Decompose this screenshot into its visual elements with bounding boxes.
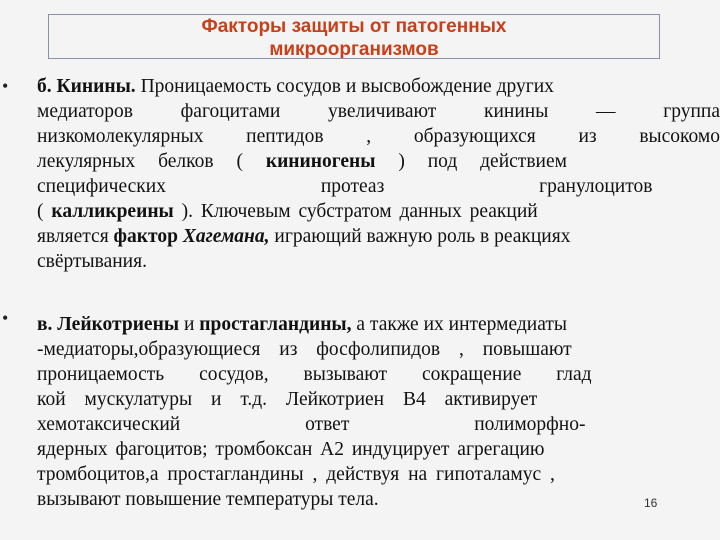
text-line: свёртывания. xyxy=(37,251,147,272)
section-heading: б. Кинины. xyxy=(37,76,136,97)
page-number: 16 xyxy=(644,496,658,510)
section-v-leukotrienes xyxy=(37,312,720,512)
text-line: является фактор Хагемана, играющий важную роль в реакциях xyxy=(37,226,571,247)
text-line: хемотаксический ответ полиморфно- xyxy=(37,414,586,435)
text-line: ( калликреины ). Ключевым субстратом данных реакций xyxy=(37,201,538,222)
text-line: низкомолекулярных пептидов , образующихся из высокомо xyxy=(37,126,720,147)
text-line: медиаторов фагоцитами увеличивают кинины — группа xyxy=(37,101,720,122)
bullet-marker: • xyxy=(2,76,9,96)
slide-title-box xyxy=(48,14,660,59)
text-line: тромбоцитов,а простагландины , действуя на гипоталамус , xyxy=(37,464,555,485)
slide-title-line-1: Факторы защиты от патогенных xyxy=(201,16,507,37)
section-b-kinins xyxy=(37,74,720,274)
text-line: б. Кинины. Проницаемость сосудов и высвобождение других xyxy=(37,76,554,97)
text-line: специфических протеаз гранулоцитов xyxy=(37,176,653,197)
term-kallikreins: калликреины xyxy=(51,201,174,222)
text-line: в. Лейкотриены и простагландины, а также их интермедиаты xyxy=(37,314,568,335)
slide-title-line-2: микроорганизмов xyxy=(269,39,439,59)
text-line: вызывают повышение температуры тела. xyxy=(37,489,379,510)
bullet-marker: • xyxy=(2,308,9,328)
section-heading: в. Лейкотриены xyxy=(37,314,180,335)
term-hageman-factor: фактор xyxy=(113,226,183,247)
term-prostaglandins: простагландины, xyxy=(199,314,352,335)
term-kininogens: кининогены xyxy=(265,151,376,172)
text-line: -медиаторы,образующиеся из фосфолипидов , повышают xyxy=(37,339,572,360)
text-line: кой мускулатуры и т.д. Лейкотриен В4 активирует xyxy=(37,389,538,410)
text-line: лекулярных белков ( кининогены ) под действием xyxy=(37,151,567,172)
text-line: ядерных фагоцитов; тромбоксан А2 индуцирует агрегацию xyxy=(37,439,545,460)
text-line: проницаемость сосудов, вызывают сокращение глад xyxy=(37,364,592,385)
